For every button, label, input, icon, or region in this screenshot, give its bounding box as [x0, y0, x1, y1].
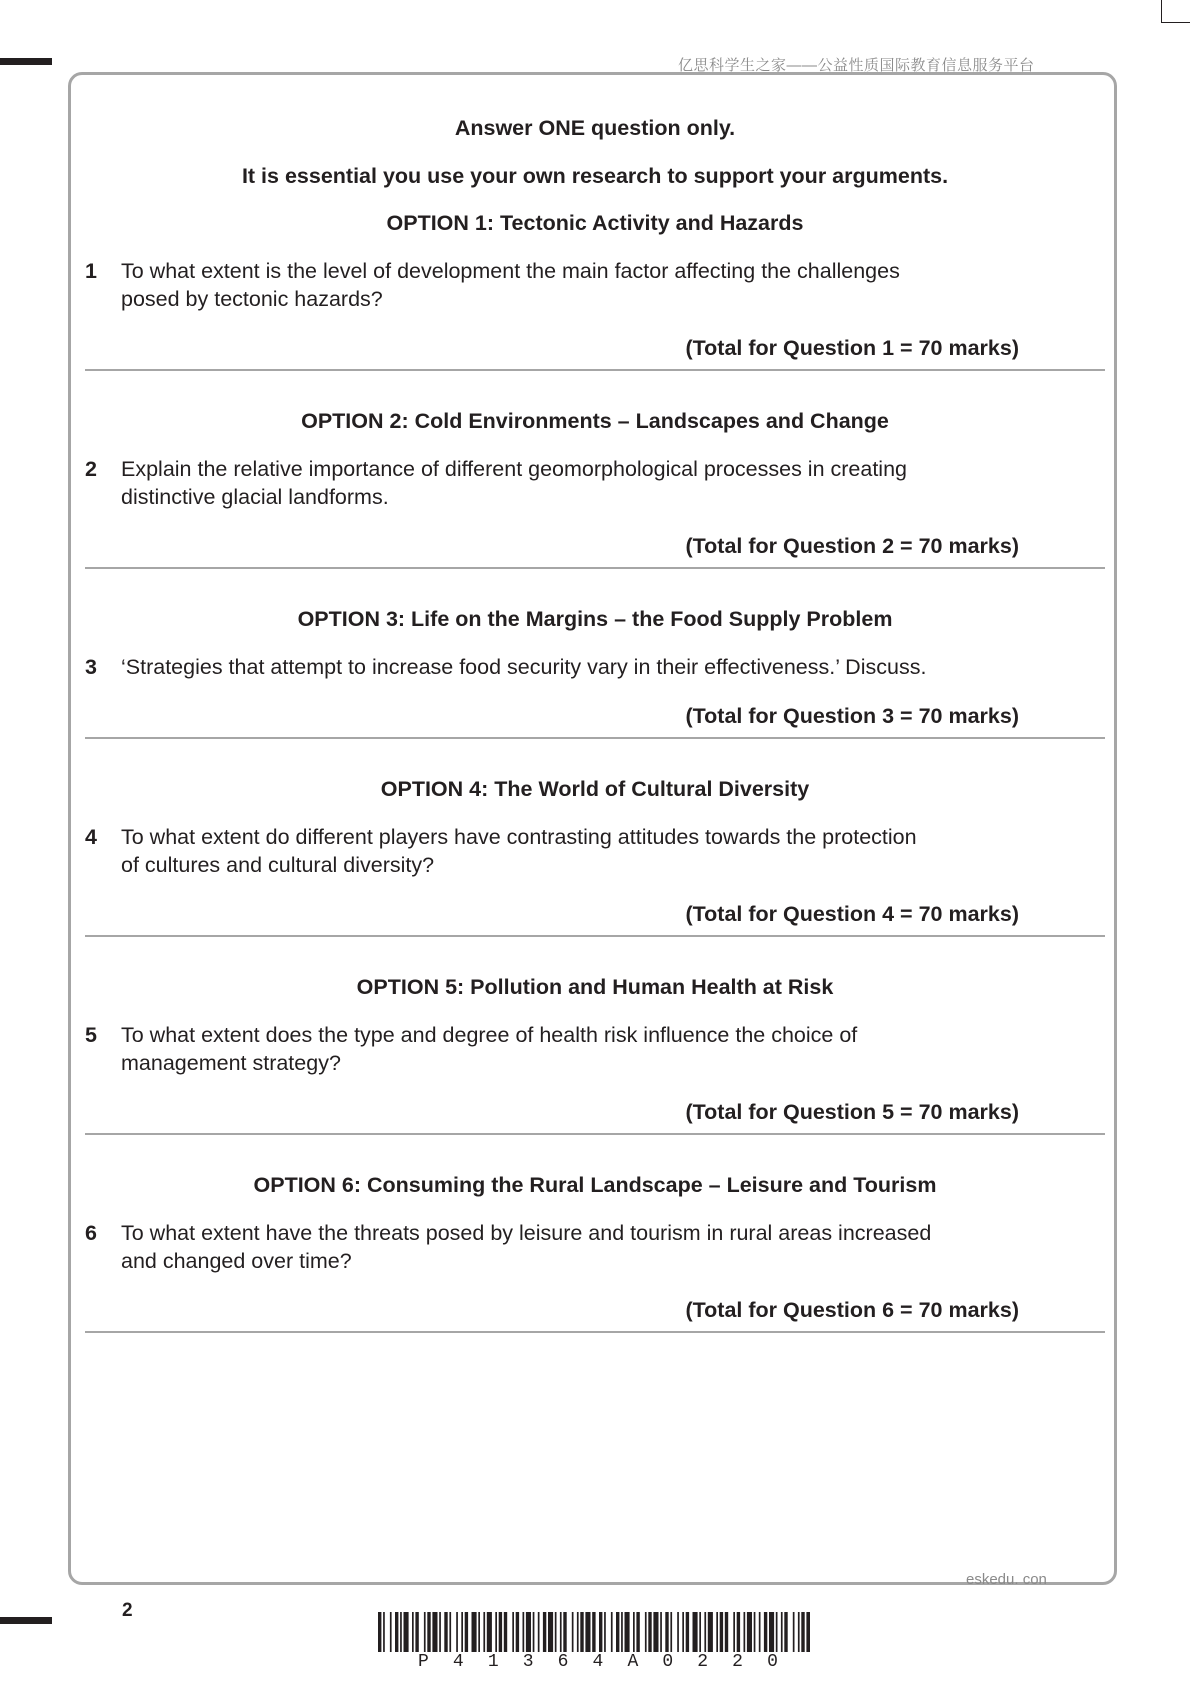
barcode-bar — [621, 1612, 623, 1652]
barcode-bar — [677, 1612, 679, 1652]
question — [85, 823, 1005, 879]
barcode-bar — [660, 1612, 662, 1652]
instruction-answer-one: Answer ONE question only. — [454, 116, 736, 140]
barcode-bar — [759, 1612, 761, 1652]
question-line: posed by tectonic hazards? — [121, 286, 383, 311]
barcode-bar — [733, 1612, 735, 1652]
barcode-bar — [633, 1612, 635, 1652]
question-line: ‘Strategies that attempt to increase food security vary in their effectiveness.’ Discuss. — [121, 654, 927, 679]
barcode-bar — [499, 1612, 502, 1652]
barcode-bar — [512, 1612, 514, 1652]
question-text — [121, 1021, 1005, 1077]
barcode-char: A — [627, 1652, 639, 1672]
barcode-bar — [798, 1612, 800, 1652]
barcode-bar — [648, 1612, 651, 1652]
barcode-bar — [427, 1612, 430, 1652]
barcode-bar — [444, 1612, 447, 1652]
question-number: 5 — [85, 1022, 97, 1047]
barcode-bar — [645, 1612, 647, 1652]
barcode-bar — [665, 1612, 668, 1652]
barcode-bar — [744, 1612, 746, 1652]
barcode-bar — [769, 1612, 774, 1652]
question-number: 4 — [85, 824, 97, 849]
crop-mark — [1161, 22, 1190, 23]
barcode-bar — [432, 1612, 437, 1652]
barcode-bar — [472, 1612, 477, 1652]
registration-mark-top — [0, 58, 52, 65]
barcode-bar — [439, 1612, 441, 1652]
barcode-bar — [781, 1612, 783, 1652]
barcode-text — [418, 1652, 778, 1672]
barcode-bar — [704, 1612, 706, 1652]
barcode-bar — [699, 1612, 701, 1652]
barcode-bar — [793, 1612, 795, 1652]
barcode-bar — [616, 1612, 619, 1652]
barcode-bar — [747, 1612, 752, 1652]
barcode-bar — [636, 1612, 639, 1652]
question-number: 1 — [85, 258, 97, 283]
barcode-bar — [461, 1612, 463, 1652]
option-heading: OPTION 4: The World of Cultural Diversity — [380, 777, 810, 801]
barcode-bar — [449, 1612, 451, 1652]
question — [85, 653, 1005, 681]
barcode-bar — [592, 1612, 595, 1652]
option-heading: OPTION 1: Tectonic Activity and Hazards — [386, 211, 804, 235]
barcode-bar — [465, 1612, 468, 1652]
barcode-bar — [572, 1612, 574, 1652]
barcode-bar — [383, 1612, 385, 1652]
question-line: To what extent does the type and degree of health risk influence the choice of — [121, 1022, 858, 1047]
barcode-bar — [390, 1612, 392, 1652]
barcode-bar — [516, 1612, 519, 1652]
question-text — [121, 653, 1005, 681]
barcode-bar — [548, 1612, 553, 1652]
barcode-bar — [716, 1612, 718, 1652]
barcode-char: 2 — [697, 1652, 709, 1672]
barcode-char: 4 — [452, 1652, 464, 1672]
barcode-bar — [611, 1612, 613, 1652]
barcode-bar — [708, 1612, 713, 1652]
header-watermark: 亿思科学生之家——公益性质国际教育信息服务平台 — [678, 57, 1035, 74]
barcode-bar — [400, 1612, 402, 1652]
barcode-bar — [424, 1612, 426, 1652]
question-total-marks: (Total for Question 4 = 70 marks) — [685, 901, 1019, 926]
barcode-bar — [682, 1612, 684, 1652]
barcode-bar — [580, 1612, 583, 1652]
crop-mark — [1161, 0, 1162, 22]
question-total-marks: (Total for Question 5 = 70 marks) — [685, 1099, 1019, 1124]
barcode-bar — [533, 1612, 535, 1652]
barcode-bar — [563, 1612, 566, 1652]
barcode-bar — [585, 1612, 590, 1652]
question-total-marks: (Total for Question 6 = 70 marks) — [685, 1297, 1019, 1322]
barcode-bar — [395, 1612, 398, 1652]
question-total-marks: (Total for Question 2 = 70 marks) — [685, 533, 1019, 558]
barcode-char: 4 — [592, 1652, 604, 1672]
question-line: Explain the relative importance of different geomorphological processes in creating — [121, 456, 907, 481]
option-heading: OPTION 3: Life on the Margins – the Food Supply Problem — [297, 607, 893, 631]
barcode-bar — [504, 1612, 507, 1652]
barcode-char: 0 — [767, 1652, 778, 1672]
barcode-char: 1 — [487, 1652, 499, 1672]
barcode-bar — [456, 1612, 458, 1652]
barcode — [378, 1612, 810, 1652]
barcode-bar — [487, 1612, 492, 1652]
instruction-research: It is essential you use your own research to support your arguments. — [241, 163, 949, 188]
question-text — [121, 1219, 1005, 1275]
barcode-bar — [577, 1612, 579, 1652]
question-number: 3 — [85, 654, 97, 679]
option-heading: OPTION 6: Consuming the Rural Landscape – Leisure and Tourism — [253, 1173, 937, 1197]
question-line: and changed over time? — [121, 1248, 352, 1273]
barcode-char: 2 — [732, 1652, 743, 1672]
question-line: distinctive glacial landforms. — [121, 484, 389, 509]
question-line: To what extent is the level of development the main factor affecting the challenges — [121, 258, 900, 283]
barcode-bar — [483, 1612, 485, 1652]
question — [85, 1021, 1005, 1077]
barcode-char: 0 — [662, 1652, 674, 1672]
option-heading: OPTION 2: Cold Environments – Landscapes and Change — [301, 409, 889, 433]
registration-mark-bottom — [0, 1617, 52, 1624]
section-divider — [85, 1331, 1105, 1333]
question-text — [121, 257, 1005, 313]
barcode-bar — [784, 1612, 787, 1652]
question-line: of cultures and cultural diversity? — [121, 852, 435, 877]
barcode-bar — [478, 1612, 480, 1652]
barcode-bar — [720, 1612, 723, 1652]
question-total-marks: (Total for Question 3 = 70 marks) — [685, 703, 1019, 728]
barcode-bar — [538, 1612, 540, 1652]
barcode-bar — [555, 1612, 557, 1652]
question-total-marks: (Total for Question 1 = 70 marks) — [685, 335, 1019, 360]
barcode-bar — [725, 1612, 728, 1652]
barcode-bar — [378, 1612, 381, 1652]
question-line: To what extent have the threats posed by leisure and tourism in rural areas increased — [121, 1220, 932, 1245]
barcode-bar — [543, 1612, 546, 1652]
question — [85, 257, 1005, 313]
question-line: To what extent do different players have contrasting attitudes towards the protection — [121, 824, 917, 849]
barcode-bar — [653, 1612, 658, 1652]
barcode-bar — [523, 1612, 525, 1652]
barcode-char: P — [418, 1652, 429, 1672]
question-number: 2 — [85, 456, 97, 481]
barcode-bar — [693, 1612, 698, 1652]
barcode-bar — [599, 1612, 602, 1652]
barcode-bar — [776, 1612, 778, 1652]
question-number: 6 — [85, 1220, 97, 1245]
exam-content — [85, 118, 1105, 1333]
barcode-bar — [737, 1612, 740, 1652]
barcode-bar — [754, 1612, 756, 1652]
question-text — [121, 455, 1005, 511]
page-number: 2 — [122, 1600, 133, 1621]
question-text — [121, 823, 1005, 879]
barcode-bar — [560, 1612, 562, 1652]
barcode-bar — [806, 1612, 810, 1652]
question — [85, 1219, 1005, 1275]
barcode-char: 6 — [557, 1652, 569, 1672]
question-line: management strategy? — [121, 1050, 341, 1075]
barcode-bar — [764, 1612, 767, 1652]
barcode-bar — [801, 1612, 804, 1652]
option-heading: OPTION 5: Pollution and Human Health at Risk — [356, 975, 834, 999]
barcode-bar — [686, 1612, 689, 1652]
barcode-bar — [412, 1612, 414, 1652]
barcode-bar — [415, 1612, 418, 1652]
barcode-bar — [495, 1612, 497, 1652]
barcode-char: 3 — [522, 1652, 534, 1672]
barcode-bar — [404, 1612, 409, 1652]
footer-watermark: eskedu. con — [966, 1571, 1047, 1588]
barcode-bar — [526, 1612, 531, 1652]
barcode-bar — [604, 1612, 606, 1652]
barcode-bar — [625, 1612, 630, 1652]
question — [85, 455, 1005, 511]
barcode-bar — [670, 1612, 672, 1652]
